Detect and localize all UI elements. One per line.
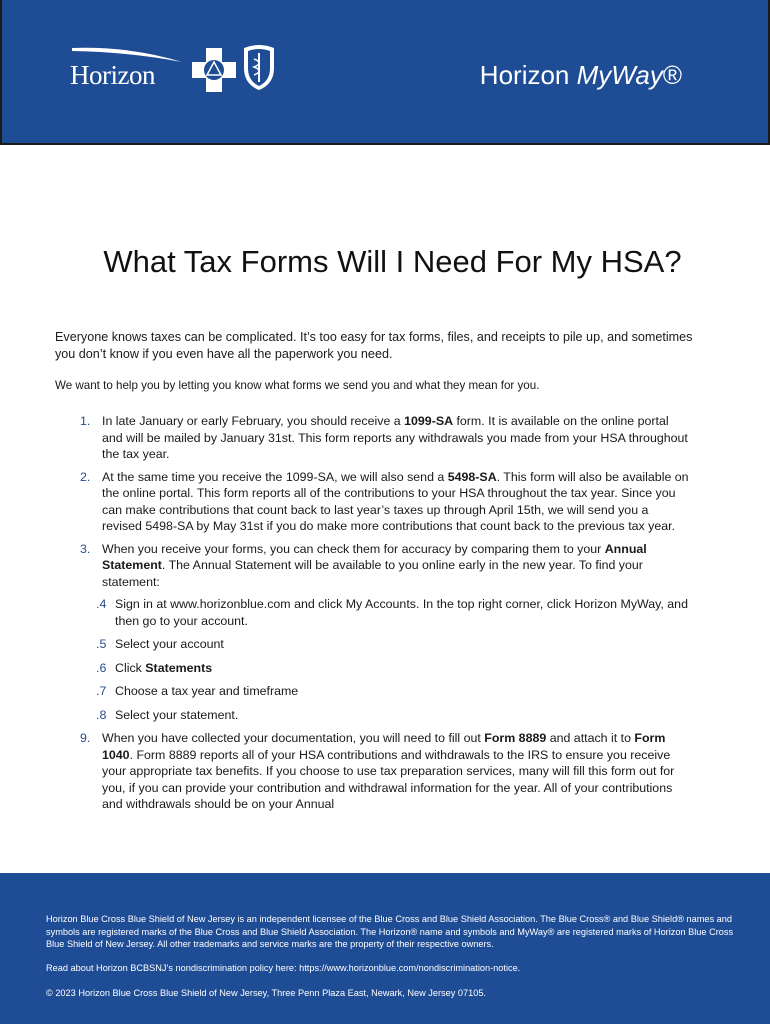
legal-notice: Horizon Blue Cross Blue Shield of New Jersey is an independent licensee of the Blue Cross and Blue Shield Association. The Blue Cross® and Blue Shield® names and symbols are registered marks of the Blue Cross and Blue Shield Association. The Horizon® name and symbols and MyWay® are registered marks of Horizon Blue Cross Blue Shield of New Jersey. All other trademarks and service marks are the property of their respective owners.: [46, 914, 734, 949]
list-number: .5: [96, 637, 107, 651]
list-number: 3.: [80, 541, 91, 556]
list-number: .8: [96, 707, 107, 722]
list-number: .6: [96, 660, 107, 675]
footer: [0, 873, 770, 1024]
list-number: .4: [96, 597, 107, 611]
list-number: 9.: [80, 731, 91, 745]
blue-cross-icon: [190, 46, 238, 94]
sub-list-item: .7 Choose a tax year and timeframe: [96, 684, 299, 698]
list-item: 2. At the same time you receive the 1099-SA, we will also send a 5498-SA. This form will also be available on the online portal. This form reports all of the contributions to your HSA throughout the tax year. Since you can make contributions that count back to last year’s taxes up through April 15th, we will send you a revised 5498-SA by May 31st if you do make more contributions that count back to the previous tax year.: [80, 469, 689, 533]
blue-shield-icon: [242, 44, 276, 92]
list-item: 1. In late January or early February, you should receive a 1099-SA form. It is available on the online portal and will be mailed by January 31st. This form reports any withdrawals you made from your HSA throughout the tax year.: [80, 414, 688, 461]
sub-list-item: .6 Click Statements: [96, 660, 213, 675]
sub-list-item: .4 Sign in at www.horizonblue.com and click My Accounts. In the top right corner, click Horizon MyWay, and then go to your account.: [96, 597, 688, 628]
product-name: Horizon MyWay®: [479, 60, 682, 90]
list-item: 9. When you have collected your documentation, you will need to fill out Form 8889 and attach it to Form 1040. Form 8889 reports all of your HSA contributions and withdrawals to the IRS to ensure you receive your appropriate tax benefits. If you choose to use tax preparation services, many will fill this form out for you, if you can provide your contribution and withdrawal information for the year. All of your contributions and withdrawals should be on your Annual: [80, 731, 675, 811]
sub-list-item: .8 Select your statement.: [96, 707, 239, 722]
page-title: What Tax Forms Will I Need For My HSA?: [103, 244, 682, 279]
copyright: © 2023 Horizon Blue Cross Blue Shield of New Jersey, Three Penn Plaza East, Newark, New Jersey 07105.: [46, 988, 486, 998]
nondiscrimination-notice: Read about Horizon BCBSNJ’s nondiscrimination policy here: https://www.horizonblue.com/nondiscrimination-notice.: [46, 963, 521, 973]
intro-paragraph-2: We want to help you by letting you know what forms we send you and what they mean for you.: [55, 379, 540, 392]
list-item: 3. When you receive your forms, you can check them for accuracy by comparing them to your Annual Statement. The Annual Statement will be available to you online early in the new year. To find your statement:: [80, 541, 647, 589]
sub-list-item: .5 Select your account: [96, 637, 224, 651]
intro-paragraph: Everyone knows taxes can be complicated. It’s too easy for tax forms, files, and receipts to pile up, and sometimes you don’t know if you even have all the paperwork you need.: [55, 330, 693, 361]
list-number: 1.: [80, 414, 91, 428]
logo-wordmark: Horizon: [70, 60, 155, 90]
list-number: .7: [96, 684, 107, 698]
steps-list: [80, 413, 690, 819]
horizon-logo: [70, 44, 285, 96]
header-banner: [0, 0, 770, 145]
list-number: 2.: [80, 469, 91, 484]
